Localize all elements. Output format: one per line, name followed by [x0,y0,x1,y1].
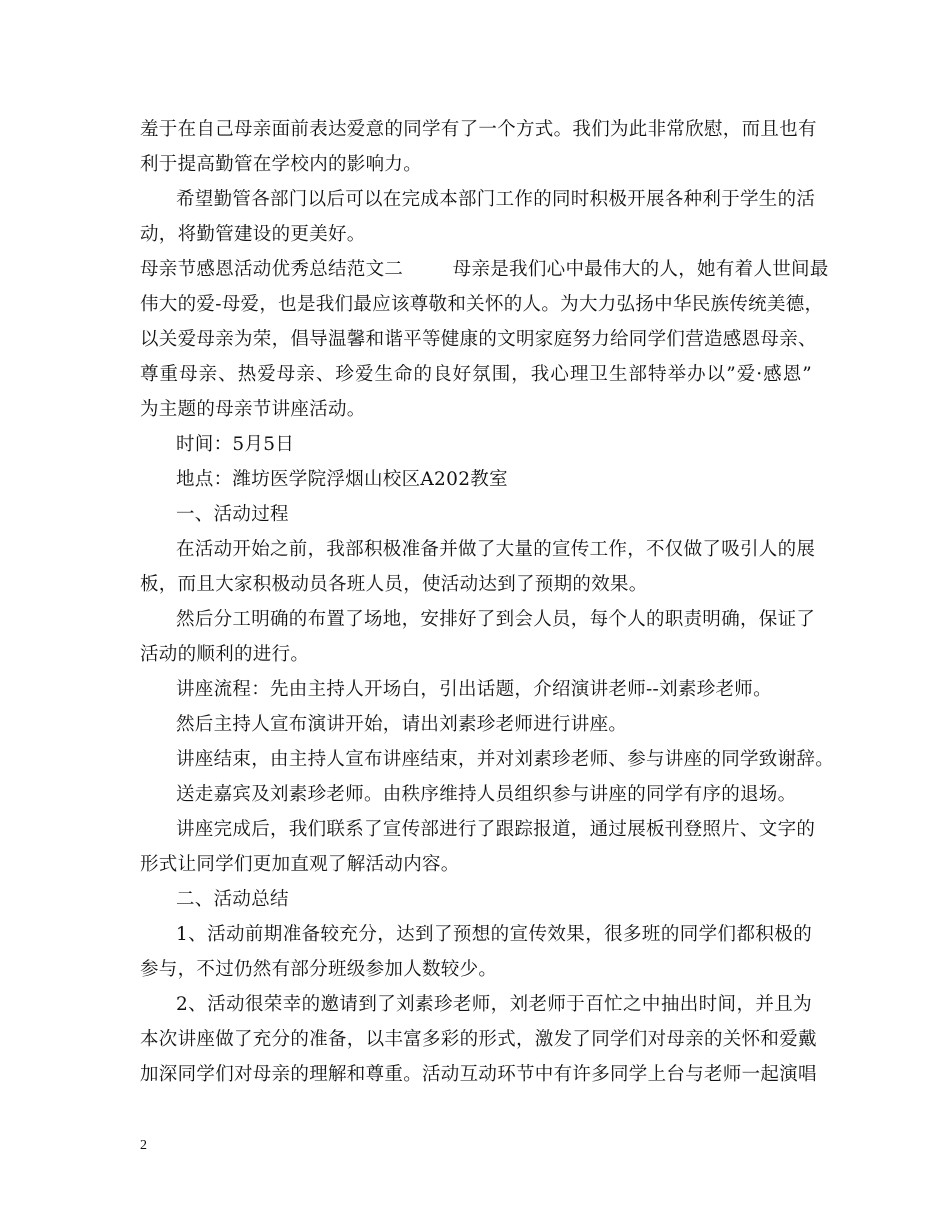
text-line: 形式让同学们更加直观了解活动内容。 [140,854,460,875]
text-line: 加深同学们对母亲的理解和尊重。活动互动环节中有许多同学上台与老师一起演唱 [140,1064,817,1085]
text-line: 时间：5月5日 [176,434,295,455]
text-line: 讲座完成后，我们联系了宣传部进行了跟踪报道，通过展板刊登照片、文字的 [176,819,816,840]
page-number: 2 [140,1138,147,1153]
text-line: 动，将勤管建设的更美好。 [140,224,366,245]
text-line: 利于提高勤管在学校内的影响力。 [140,154,423,175]
text-line: 希望勤管各部门以后可以在完成本部门工作的同时积极开展各种利于学生的活 [176,189,816,210]
text-line: 地点：潍坊医学院浮烟山校区A202教室 [176,469,508,490]
text-line: 伟大的爱-母爱，也是我们最应该尊敬和关怀的人。为大力弘扬中华民族传统美德， [140,294,824,315]
text-line: 讲座流程：先由主持人开场白，引出话题，介绍演讲老师--刘素珍老师。 [176,679,772,700]
section-heading-line: 母亲节感恩活动优秀总结范文二 母亲是我们心中最伟大的人，她有着人世间最 [140,259,829,280]
section-heading: 一、活动过程 [176,504,289,525]
text-line: 羞于在自己母亲面前表达爱意的同学有了一个方式。我们为此非常欣慰，而且也有 [140,119,817,140]
section-heading: 二、活动总结 [176,889,289,910]
text-line: 活动的顺利的进行。 [140,644,310,665]
text-line: 2、活动很荣幸的邀请到了刘素珍老师，刘老师于百忙之中抽出时间，并且为 [176,994,812,1015]
text-line: 讲座结束，由主持人宣布讲座结束，并对刘素珍老师、参与讲座的同学致谢辞。 [176,749,835,770]
text-line: 送走嘉宾及刘素珍老师。由秩序维持人员组织参与讲座的同学有序的退场。 [176,784,797,805]
text-line: 然后主持人宣布演讲开始，请出刘素珍老师进行讲座。 [176,714,628,735]
text-line: 为主题的母亲节讲座活动。 [140,399,366,420]
text-line: 在活动开始之前，我部积极准备并做了大量的宣传工作，不仅做了吸引人的展 [176,539,816,560]
text-line: 1、活动前期准备较充分，达到了预想的宣传效果，很多班的同学们都积极的 [176,924,812,945]
text-line: 板，而且大家积极动员各班人员，使活动达到了预期的效果。 [140,574,648,595]
text-line: 然后分工明确的布置了场地，安排好了到会人员，每个人的职责明确，保证了 [176,609,816,630]
text-line: 以关爱母亲为荣，倡导温馨和谐平等健康的文明家庭努力给同学们营造感恩母亲、 [140,329,817,350]
text-line: 本次讲座做了充分的准备，以丰富多彩的形式，激发了同学们对母亲的关怀和爱戴 [140,1029,817,1050]
text-line: 尊重母亲、热爱母亲、珍爱生命的良好氛围，我心理卫生部特举办以”爱·感恩” [140,364,812,385]
text-line: 参与，不过仍然有部分班级参加人数较少。 [140,959,498,980]
